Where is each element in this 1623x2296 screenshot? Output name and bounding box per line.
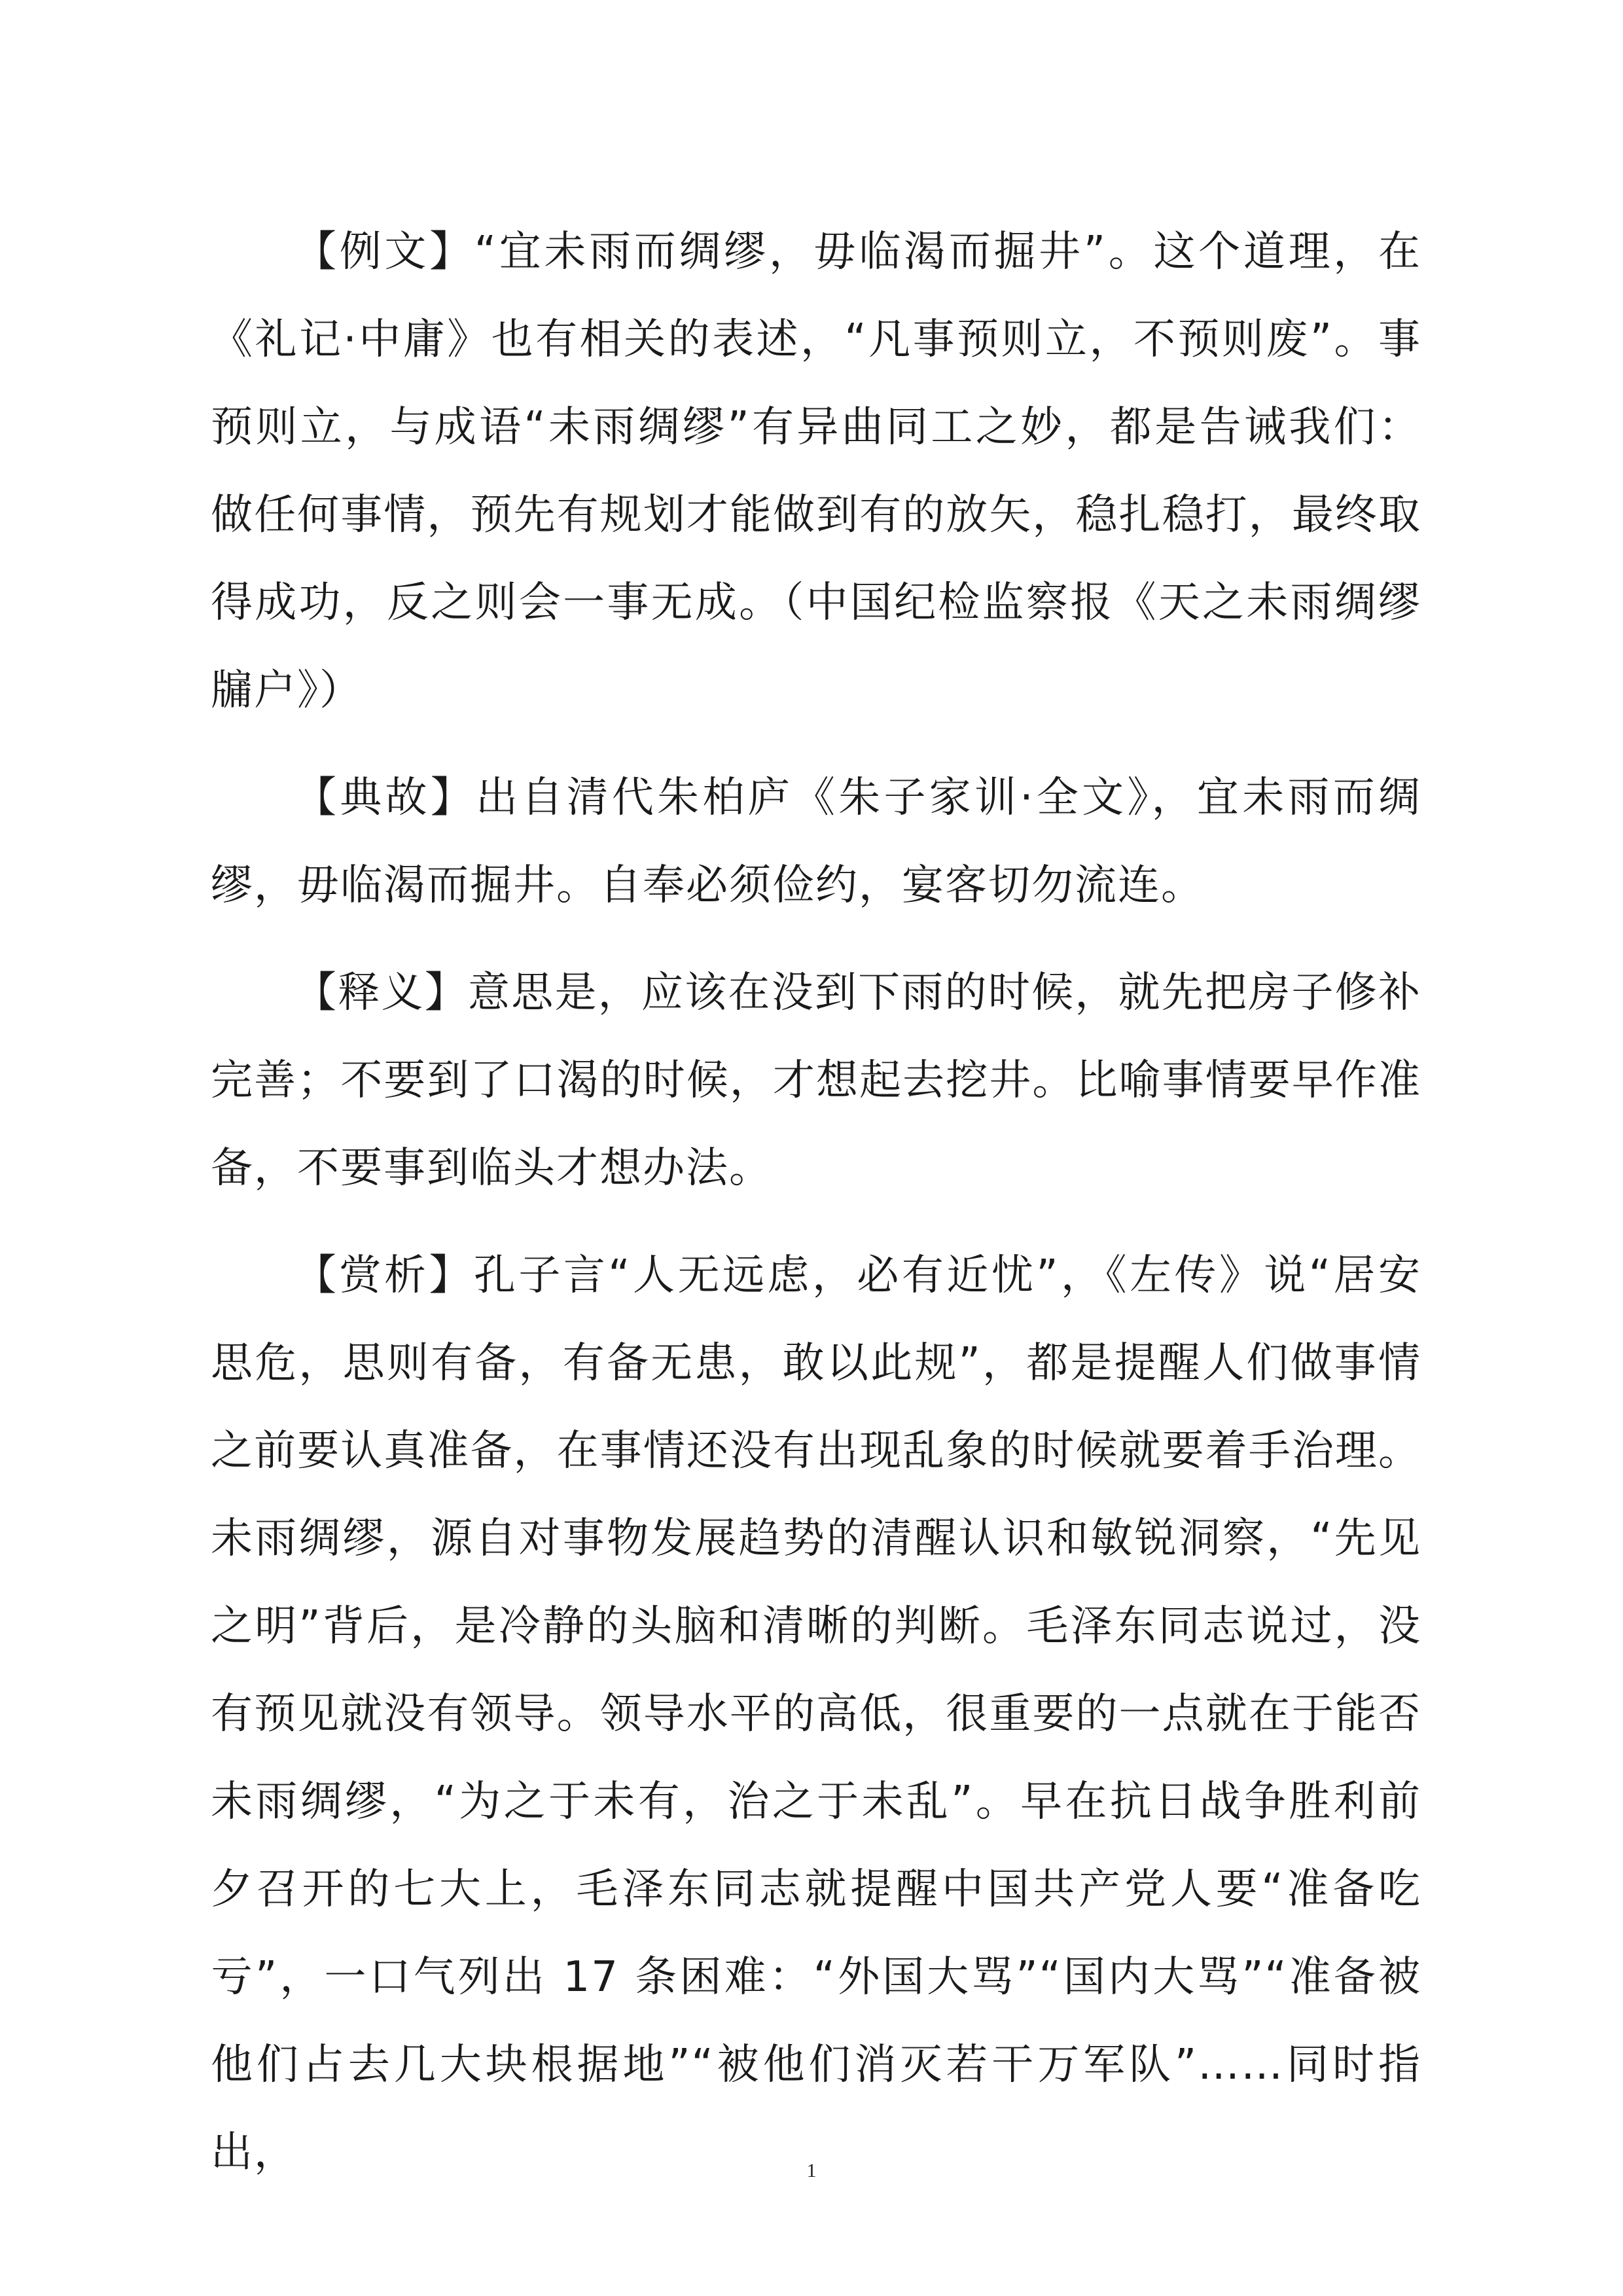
paragraph-meaning: 【释义】意思是，应该在没到下雨的时候，就先把房子修补完善；不要到了口渴的时候，才想起去挖井。比喻事情要早作准备，不要事到临头才想办法。	[211, 969, 1421, 1193]
paragraph-allusion: 【典故】出自清代朱柏庐《朱子家训·全文》，宜未雨而绸缪，毋临渴而掘井。自奉必须俭约，宴客切勿流连。	[211, 774, 1421, 910]
paragraph-appreciation: 【赏析】孔子言“人无远虑，必有近忧”，《左传》说“居安思危，思则有备，有备无患，敢以此规”，都是提醒人们做事情之前要认真准备，在事情还没有出现乱象的时候就要着手治理。未雨绸缪，源自对事物发展趋势的清醒认识和敏锐洞察，“先见之明”背后，是冷静的头脑和清晰的判断。毛泽东同志说过，没有预见就没有领导。领导水平的高低，很重要的一点就在于能否未雨绸缪，“为之于未有，治之于未乱”。早在抗日战争胜利前夕召开的七大上，毛泽东同志就提醒中国共产党人要“准备吃亏”，一口气列出 17 条困难：“外国大骂”“国内大骂”“准备被他们占去几大块根据地”“被他们消灭若干万军队”……同时指出，	[211, 1251, 1421, 2177]
page-number: 1	[806, 2160, 817, 2181]
paragraph-example: 【例文】“宜未雨而绸缪，毋临渴而掘井”。这个道理，在《礼记·中庸》也有相关的表述，“凡事预则立，不预则废”。事预则立，与成语“未雨绸缪”有异曲同工之妙，都是告诫我们：做任何事情，预先有规划才能做到有的放矢，稳扎稳打，最终取得成功，反之则会一事无成。（中国纪检监察报《天之未雨绸缪牖户》）	[211, 228, 1421, 715]
document-body	[211, 208, 1421, 2197]
